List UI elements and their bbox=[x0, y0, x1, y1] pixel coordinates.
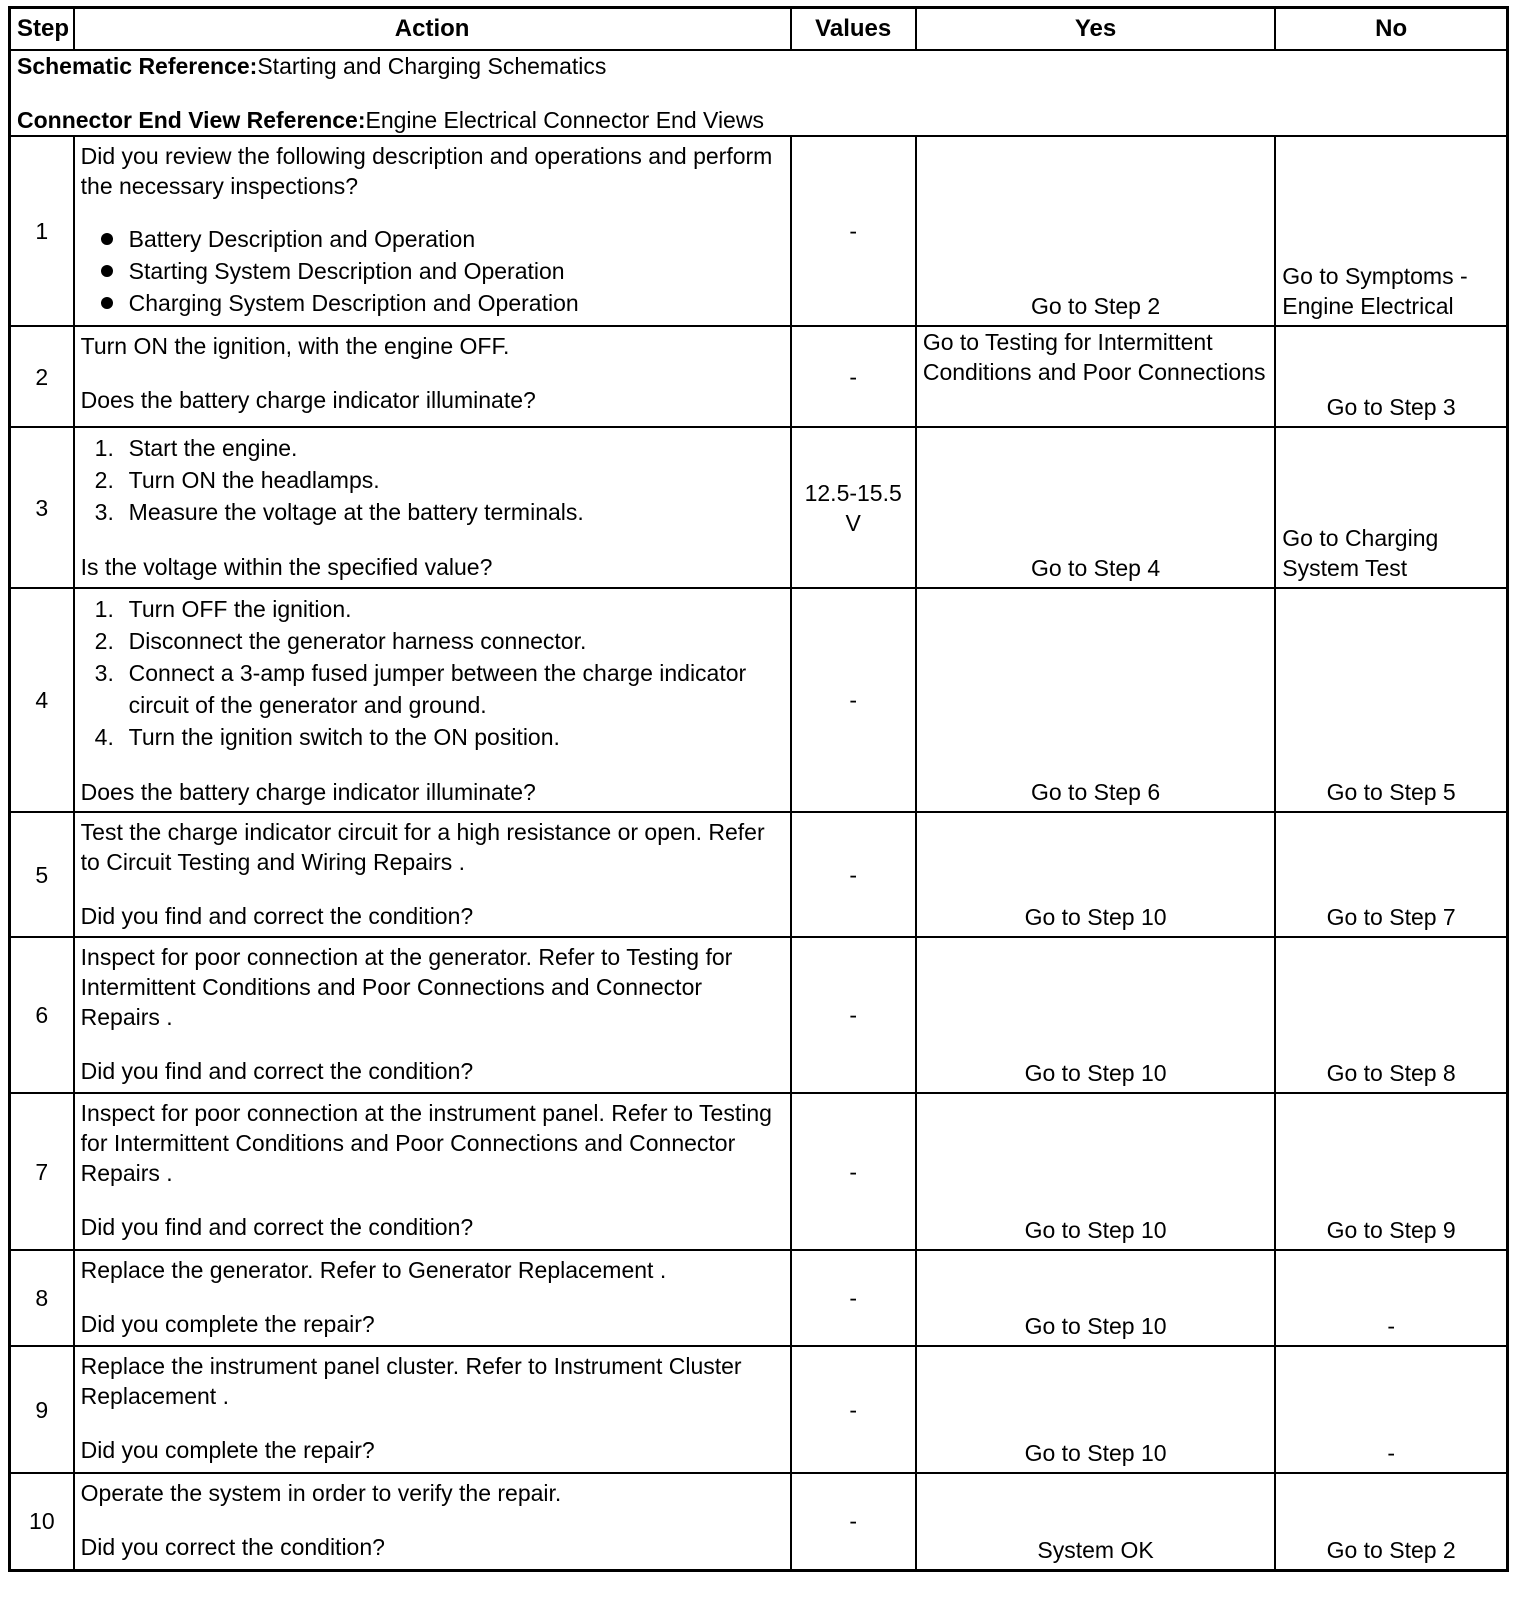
header-action: Action bbox=[74, 8, 791, 51]
bullet-item: Battery Description and Operation bbox=[129, 223, 784, 255]
action-cell bbox=[74, 427, 791, 588]
header-values: Values bbox=[791, 8, 916, 51]
no-cell: Go to Step 8 bbox=[1275, 937, 1507, 1093]
yes-cell: Go to Step 10 bbox=[916, 1346, 1275, 1473]
schematic-reference: Schematic Reference:Starting and Charging Schematics bbox=[17, 53, 607, 79]
reference-row bbox=[10, 50, 1508, 136]
table-row bbox=[10, 326, 1508, 427]
action-cell bbox=[74, 1250, 791, 1346]
no-cell: - bbox=[1275, 1250, 1507, 1346]
action-question: Does the battery charge indicator illuminate? bbox=[80, 779, 536, 805]
no-cell: - bbox=[1275, 1346, 1507, 1473]
step-number: 6 bbox=[10, 937, 74, 1093]
header-no: No bbox=[1275, 8, 1507, 51]
diagnostic-table bbox=[8, 6, 1509, 1572]
action-text: Inspect for poor connection at the instrument panel. Refer to Testing for Intermittent Conditions and Poor Connections and Connector Repairs . bbox=[80, 1100, 772, 1186]
action-text: Test the charge indicator circuit for a high resistance or open. Refer to Circuit Testing and Wiring Repairs . bbox=[80, 819, 765, 875]
numbered-list bbox=[81, 432, 784, 528]
action-cell bbox=[74, 1346, 791, 1473]
yes-cell: Go to Testing for Intermittent Conditions and Poor Connections bbox=[916, 326, 1275, 427]
action-question: Did you find and correct the condition? bbox=[80, 1214, 474, 1240]
action-text: Operate the system in order to verify the repair. bbox=[80, 1480, 562, 1506]
table-row bbox=[10, 1346, 1508, 1473]
table-row bbox=[10, 588, 1508, 812]
action-cell bbox=[74, 812, 791, 937]
table-row bbox=[10, 812, 1508, 937]
list-item: 3. Connect a 3-amp fused jumper between the charge indicator circuit of the generator and ground. bbox=[94, 660, 747, 718]
action-text: Replace the generator. Refer to Generator Replacement . bbox=[80, 1257, 667, 1283]
step-number: 5 bbox=[10, 812, 74, 937]
value-cell: - bbox=[791, 1346, 916, 1473]
bullet-item: Starting System Description and Operation bbox=[129, 255, 784, 287]
action-text: Replace the instrument panel cluster. Refer to Instrument Cluster Replacement . bbox=[80, 1353, 742, 1409]
yes-cell: Go to Step 6 bbox=[916, 588, 1275, 812]
list-item: 1. Start the engine. bbox=[94, 435, 298, 461]
yes-cell: System OK bbox=[916, 1473, 1275, 1570]
no-cell: Go to Step 7 bbox=[1275, 812, 1507, 937]
table-row bbox=[10, 1250, 1508, 1346]
action-question: Does the battery charge indicator illuminate? bbox=[80, 387, 536, 413]
table-row bbox=[10, 136, 1508, 326]
yes-cell: Go to Step 10 bbox=[916, 937, 1275, 1093]
header-step: Step bbox=[10, 8, 74, 51]
table-row bbox=[10, 937, 1508, 1093]
yes-cell: Go to Step 10 bbox=[916, 1093, 1275, 1250]
value-cell: - bbox=[791, 1250, 916, 1346]
action-text: Did you review the following description and operations and perform the necessary inspections? bbox=[80, 143, 773, 199]
no-cell: Go to Step 9 bbox=[1275, 1093, 1507, 1250]
no-cell: Go to Step 5 bbox=[1275, 588, 1507, 812]
bullet-item: Charging System Description and Operation bbox=[129, 287, 784, 319]
table-row bbox=[10, 1473, 1508, 1570]
no-cell: Go to Step 2 bbox=[1275, 1473, 1507, 1570]
step-number: 2 bbox=[10, 326, 74, 427]
value-cell: - bbox=[791, 937, 916, 1093]
step-number: 7 bbox=[10, 1093, 74, 1250]
action-text: Inspect for poor connection at the generator. Refer to Testing for Intermittent Conditions and Poor Connections and Connector Repairs . bbox=[80, 944, 733, 1030]
action-question: Did you correct the condition? bbox=[80, 1534, 385, 1560]
yes-cell: Go to Step 10 bbox=[916, 1250, 1275, 1346]
step-number: 4 bbox=[10, 588, 74, 812]
step-number: 10 bbox=[10, 1473, 74, 1570]
value-cell: 12.5-15.5 V bbox=[791, 427, 916, 588]
list-item: 4. Turn the ignition switch to the ON position. bbox=[94, 724, 560, 750]
numbered-list bbox=[81, 593, 784, 753]
value-cell: - bbox=[791, 1473, 916, 1570]
action-cell bbox=[74, 937, 791, 1093]
action-question: Did you find and correct the condition? bbox=[80, 903, 474, 929]
yes-cell: Go to Step 4 bbox=[916, 427, 1275, 588]
table-row bbox=[10, 1093, 1508, 1250]
no-cell: Go to Charging System Test bbox=[1275, 427, 1507, 588]
value-cell: - bbox=[791, 1093, 916, 1250]
yes-cell: Go to Step 2 bbox=[916, 136, 1275, 326]
action-question: Did you complete the repair? bbox=[80, 1311, 375, 1337]
action-question: Did you find and correct the condition? bbox=[80, 1058, 474, 1084]
no-cell: Go to Symptoms - Engine Electrical bbox=[1275, 136, 1507, 326]
action-cell bbox=[74, 588, 791, 812]
header-yes: Yes bbox=[916, 8, 1275, 51]
connector-reference: Connector End View Reference:Engine Electrical Connector End Views bbox=[17, 107, 764, 133]
action-question: Did you complete the repair? bbox=[80, 1437, 375, 1463]
yes-cell: Go to Step 10 bbox=[916, 812, 1275, 937]
no-cell: Go to Step 3 bbox=[1275, 326, 1507, 427]
action-cell bbox=[74, 136, 791, 326]
step-number: 3 bbox=[10, 427, 74, 588]
action-text: Turn ON the ignition, with the engine OFF. bbox=[80, 333, 510, 359]
step-number: 9 bbox=[10, 1346, 74, 1473]
action-question: Is the voltage within the specified value? bbox=[80, 554, 493, 580]
step-number: 8 bbox=[10, 1250, 74, 1346]
list-item: 2. Disconnect the generator harness connector. bbox=[94, 628, 587, 654]
step-number: 1 bbox=[10, 136, 74, 326]
bullet-list bbox=[81, 223, 784, 319]
reference-cell bbox=[10, 50, 1508, 136]
action-cell bbox=[74, 1473, 791, 1570]
value-cell: - bbox=[791, 588, 916, 812]
value-cell: - bbox=[791, 326, 916, 427]
list-item: 2. Turn ON the headlamps. bbox=[94, 467, 380, 493]
value-cell: - bbox=[791, 812, 916, 937]
action-cell bbox=[74, 326, 791, 427]
header-row bbox=[10, 8, 1508, 51]
value-cell: - bbox=[791, 136, 916, 326]
list-item: 3. Measure the voltage at the battery terminals. bbox=[94, 499, 584, 525]
list-item: 1. Turn OFF the ignition. bbox=[94, 596, 352, 622]
table-row bbox=[10, 427, 1508, 588]
action-cell bbox=[74, 1093, 791, 1250]
